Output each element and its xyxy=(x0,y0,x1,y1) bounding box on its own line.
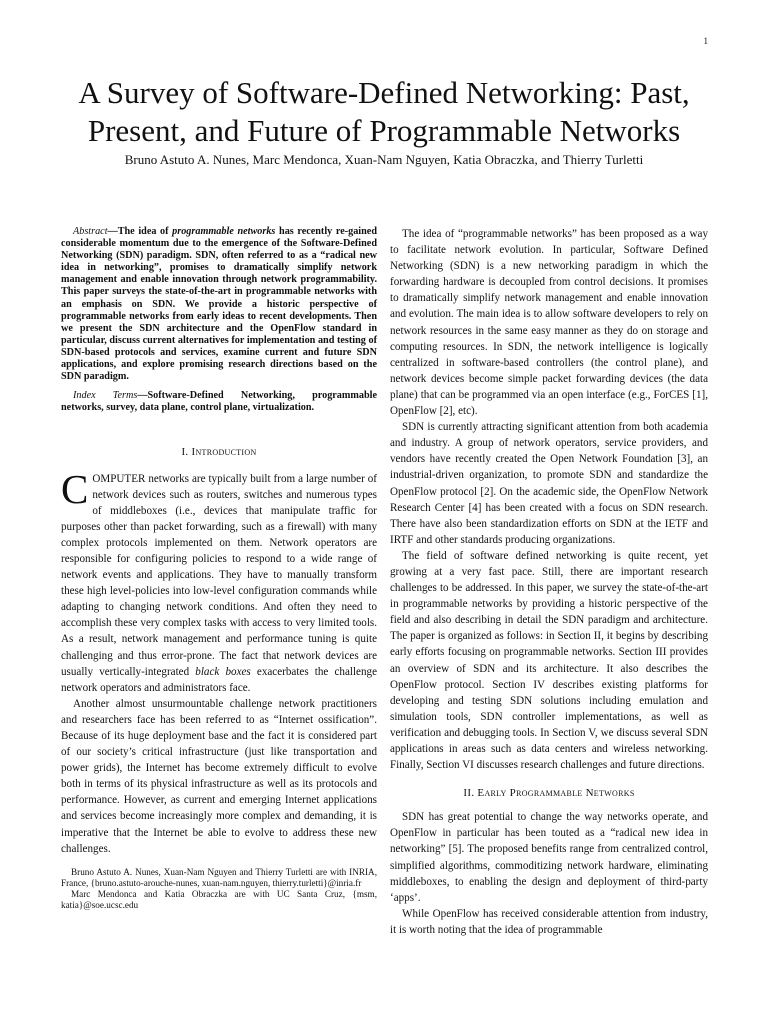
right-paragraph-1: The idea of “programmable networks” has been proposed as a way to facilitate network evolution. In particular, Software Defined Networking (SDN) is a new networking paradigm in which the forwarding hardware is decoupled from control decisions. It promises to dramatically simplify network management and enable innovation and evolution. The main idea is to allow software developers to rely on network resources in the same easy manner as they do on storage and computing resources. In SDN, the network intelligence is logically centralized in software-based controllers (the control plane), and network devices become simple packet forwarding devices (the data plane) that can be programmed via an open interface (e.g., ForCES [1], OpenFlow [2], etc). xyxy=(390,228,708,418)
intro-paragraph-2: Another almost unsurmountable challenge network practitioners and researchers face has been referred to as “Internet ossification”. Because of its huge deployment base and the fact it is considered part of our society’s critical infrastructure (just like transportation and power grids), the Internet has become extremely difficult to evolve both in terms of its physical infrastructure as well as its protocols and performance. However, as current and emerging Internet applications and services become increasingly more complex and demanding, it is imperative that the Internet be able to evolve to address these new challenges. xyxy=(61,697,377,855)
intro-paragraph-1 xyxy=(61,465,378,696)
right-paragraph-4: SDN has great potential to change the way networks operate, and OpenFlow in particular has been touted as a “radical new idea in networking” [5]. The proposed benefits range from centralized control, simplified algorithms, commoditizing network hardware, eliminating middleboxes, to enabling the design and deployment of third-party ‘apps’. xyxy=(390,811,708,904)
abstract-label: Abstract xyxy=(73,226,108,237)
index-terms xyxy=(61,390,377,414)
index-terms-text: —Software-Defined Networking, programmable networks, survey, data plane, control plane, virtualization. xyxy=(61,390,377,414)
drop-cap: C xyxy=(61,465,89,512)
intro-p1-tail: exacerbates the challenge network operators and administrators face. xyxy=(61,665,378,694)
footnote-affiliation-inria: Bruno Astuto A. Nunes, Xuan-Nam Nguyen and Thierry Turletti are with INRIA, France, {bruno.astuto-arouche-nunes, xuan-nam.nguyen, thierry.turletti}@inria.fr xyxy=(61,866,377,888)
abstract-emphasis: programmable networks xyxy=(172,226,276,237)
page-number: 1 xyxy=(703,36,708,46)
abstract-text: has recently re-gained considerable momentum due to the emergence of the Software-Defined Networking (SDN) paradigm. SDN, often referred to as a “radical new idea in networking”, promises to dramatically simplify network management and enable innovation through network programmability. This paper surveys the state-of-the-art in programmable networks with an emphasis on SDN. We provide a historic perspective of programmable networks from early ideas to recent developments. Then we present the SDN architecture and the OpenFlow standard in particular, discuss current alternatives for implementation and testing of SDN-based protocols and services, examine current and future SDN applications, and explore promising research directions based on the SDN paradigm. xyxy=(61,226,377,383)
index-terms-label: Index Terms xyxy=(73,390,138,402)
section-heading-early-programmable-networks: II. Early Programmable Networks xyxy=(463,787,635,800)
intro-p1-emphasis: black boxes xyxy=(195,665,251,678)
paper-title: A Survey of Software-Defined Networking: Past, Present, and Future of Programmable Networks xyxy=(78,75,690,148)
right-paragraph-2: SDN is currently attracting significant attention from both academia and industry. A group of network operators, service providers, and vendors have recently created the Open Network Foundation [3], an industrial-driven organization, to promote SDN and standardize the OpenFlow protocol [2]. On the academic side, the OpenFlow Network Research Center [4] has been created with a focus on SDN research. There have also been standardization efforts on SDN at the IETF and IRTF and other standards producing organizations. xyxy=(390,421,708,546)
left-column xyxy=(61,226,377,911)
abstract xyxy=(61,226,377,383)
section-heading-introduction: I. Introduction xyxy=(181,446,257,459)
right-column xyxy=(390,226,708,938)
abstract-text-pre: —The idea of xyxy=(107,226,173,237)
intro-p1-text: OMPUTER networks are typically built from a large number of network devices such as routers, switches and numerous types of middleboxes (i.e., devices that manipulate traffic for purposes other than packet forwarding, such as a firewall) with many complex protocols implemented on them. Network operators are responsible for configuring policies to respond to a wide range of network events and applications. They have to manually transform these high level-policies into low-level configuration commands while adapting to changing network conditions. And often they need to accomplish these very complex tasks with access to very limited tools. As a result, network management and performance tuning is quite challenging and thus error-prone. The fact that network devices are usually vertically-integrated xyxy=(61,472,377,678)
right-paragraph-3: The field of software defined networking is quite recent, yet growing at a very fast pace. Still, there are important research challenges to be addressed. In this paper, we survey the state-of-the-art in programmable networks by providing a historic perspective of the field and also describing in detail the SDN paradigm and architecture. The paper is organized as follows: in Section II, it begins by describing early efforts focusing on programmable networks. Section III provides an overview of SDN and its architecture. It also describes the OpenFlow protocol. Section IV describes existing platforms for developing and testing SDN solutions including emulation and simulation tools, SDN controller implementations, as well as verification and debugging tools. In Section V, we discuss several SDN applications in areas such as data centers and wireless networking. Finally, Section VI discusses research challenges and future directions. xyxy=(390,549,708,772)
right-paragraph-5: While OpenFlow has received considerable attention from industry, it is worth noting that the idea of programmable xyxy=(390,907,708,936)
author-list: Bruno Astuto A. Nunes, Marc Mendonca, Xuan-Nam Nguyen, Katia Obraczka, and Thierry Turletti xyxy=(124,152,644,167)
footnote-affiliation-ucsc: Marc Mendonca and Katia Obraczka are with UC Santa Cruz, {msm, katia}@soe.ucsc.edu xyxy=(61,888,377,910)
